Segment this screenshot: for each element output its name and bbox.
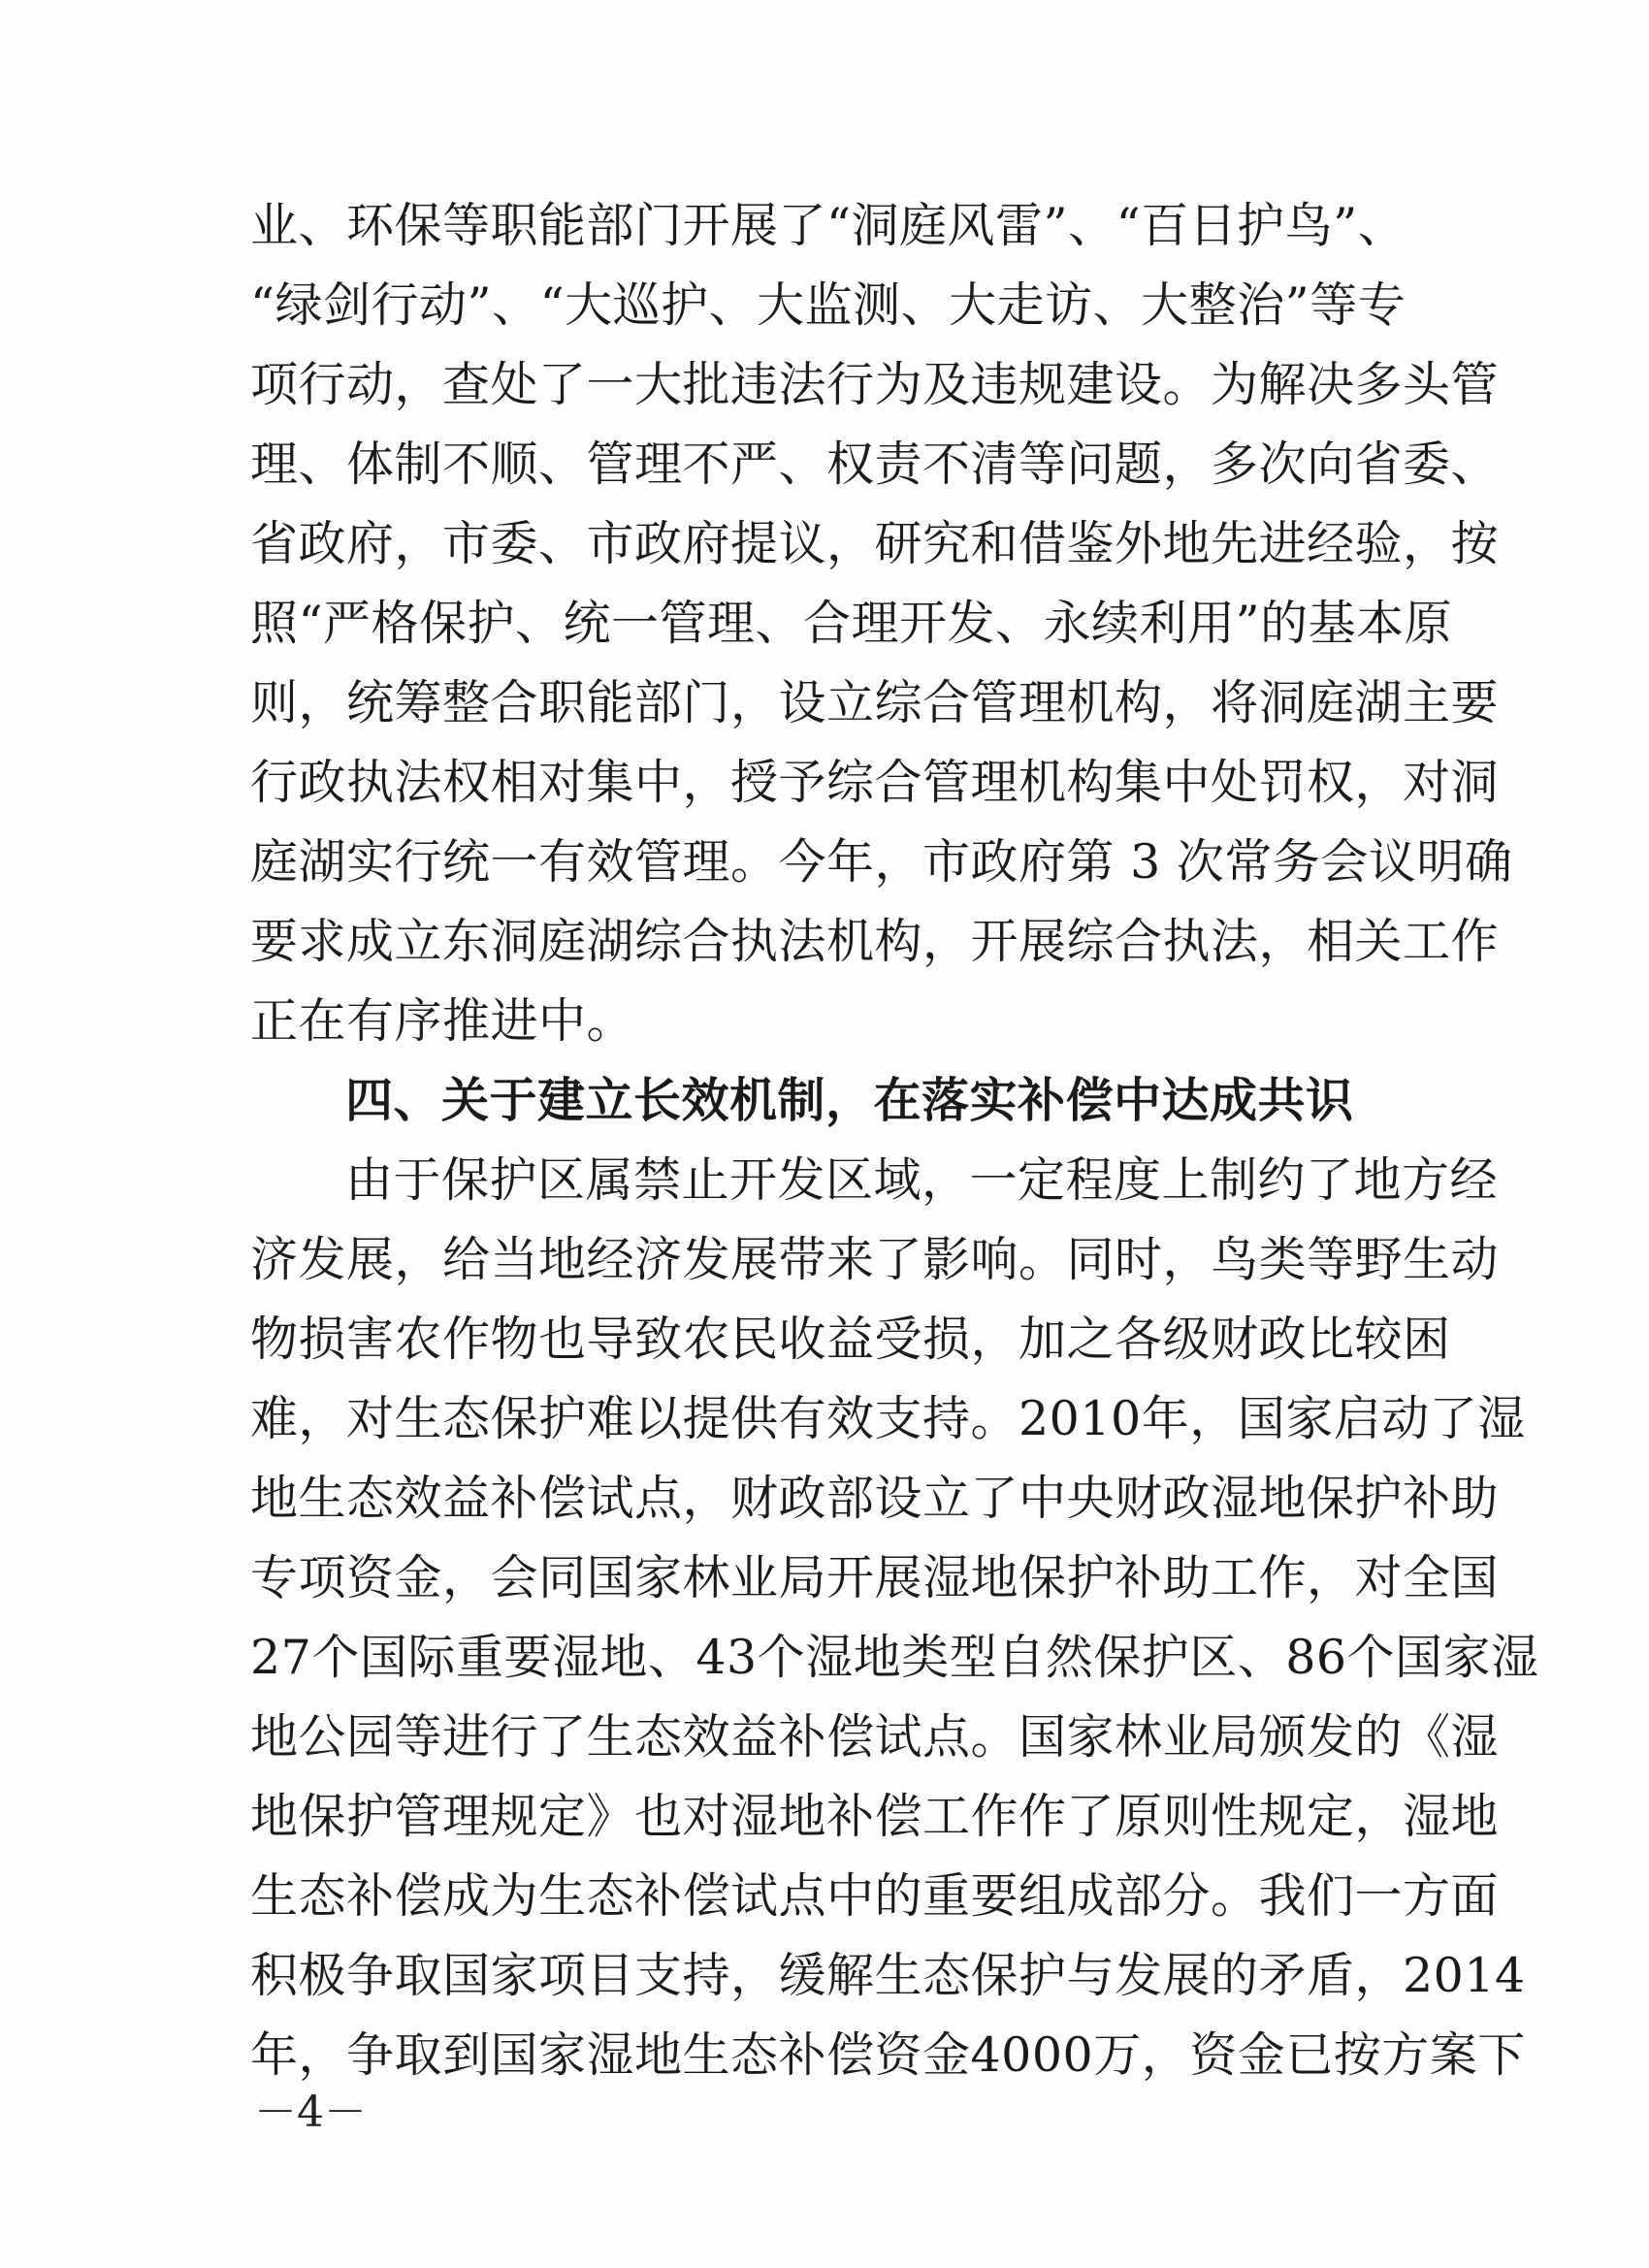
text-line: 生态补偿成为生态补偿试点中的重要组成部分。我们一方面	[250, 1868, 1500, 1924]
document-body	[250, 186, 1539, 2095]
text-line: 照“严格保护、统一管理、合理开发、永续利用”的基本原	[250, 596, 1453, 651]
text-line: 要求成立东洞庭湖综合执法机构，开展综合执法，相关工作	[250, 914, 1500, 969]
section-heading: 四、关于建立长效机制，在落实补偿中达成共识	[345, 1073, 1354, 1128]
text-line: 物损害农作物也导致农民收益受损，加之各级财政比较困	[250, 1312, 1451, 1367]
text-line: 则，统筹整合职能部门，设立综合管理机构，将洞庭湖主要	[250, 675, 1500, 730]
text-line: 济发展，给当地经济发展带来了影响。同时，鸟类等野生动	[250, 1232, 1500, 1287]
text-line: 难，对生态保护难以提供有效支持。2010年，国家启动了湿	[250, 1391, 1526, 1446]
text-line: 理、体制不顺、管理不严、权责不清等问题，多次向省委、	[250, 437, 1500, 492]
page-number: －4－	[254, 2088, 367, 2137]
text-line: 业、环保等职能部门开展了“洞庭风雷”、“百日护鸟”、	[250, 198, 1406, 253]
text-line: 年，争取到国家湿地生态补偿资金4000万，资金已按方案下	[250, 2027, 1526, 2083]
text-line: 行政执法权相对集中，授予综合管理机构集中处罚权，对洞	[250, 755, 1500, 810]
text-line: 省政府，市委、市政府提议，研究和借鉴外地先进经验，按	[250, 516, 1500, 571]
text-line: 积极争取国家项目支持，缓解生态保护与发展的矛盾，2014	[250, 1948, 1526, 2003]
text-line: 庭湖实行统一有效管理。今年，市政府第 3 次常务会议明确	[250, 834, 1513, 890]
text-line: 地公园等进行了生态效益补偿试点。国家林业局颁发的《湿	[250, 1709, 1500, 1765]
text-line: 地保护管理规定》也对湿地补偿工作作了原则性规定，湿地	[250, 1789, 1500, 1844]
text-line: “绿剑行动”、“大巡护、大监测、大走访、大整治”等专	[250, 277, 1406, 333]
text-line: 地生态效益补偿试点，财政部设立了中央财政湿地保护补助	[250, 1471, 1500, 1526]
text-line: 专项资金，会同国家林业局开展湿地保护补助工作，对全国	[250, 1550, 1500, 1605]
text-line: 由于保护区属禁止开发区域，一定程度上制约了地方经	[345, 1152, 1499, 1208]
text-line: 27个国际重要湿地、43个湿地类型自然保护区、86个国家湿	[250, 1630, 1539, 1685]
text-line: 项行动，查处了一大批违法行为及违规建设。为解决多头管	[250, 357, 1500, 412]
text-line: 正在有序推进中。	[250, 993, 635, 1049]
